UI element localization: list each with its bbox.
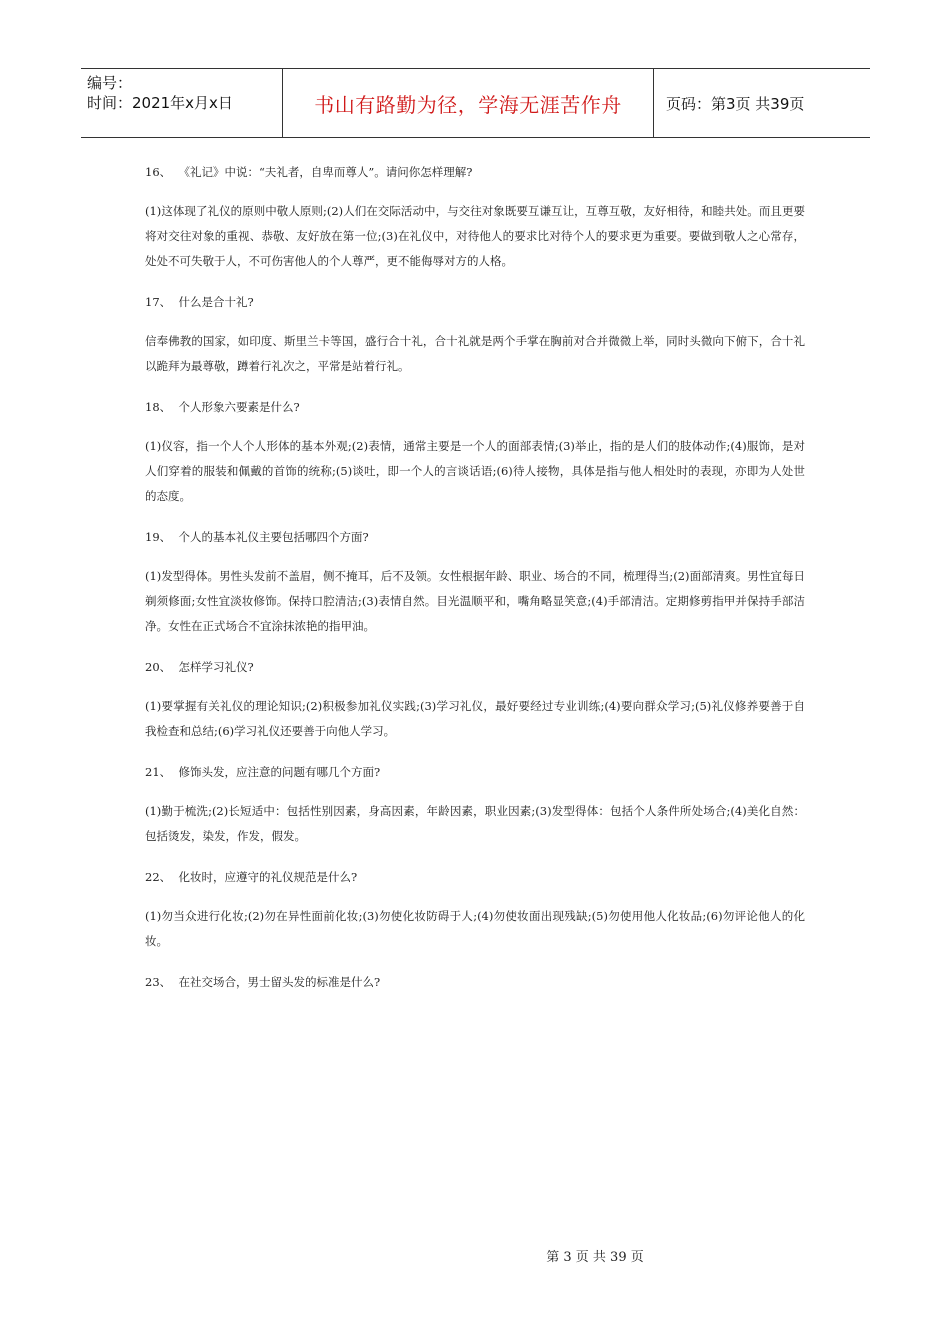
page-label: 页码：第3页 共39页 xyxy=(666,94,805,113)
answer-19: (1)发型得体。男性头发前不盖眉，侧不掩耳，后不及领。女性根据年龄、职业、场合的不同，梳理得当;(2)面部清爽。男性宜每日剃须修面;女性宜淡妆修饰。保持口腔清洁;(3)表情自然。目光温顺平和，嘴角略显笑意;(4)手部清洁。定期修剪指甲并保持手部洁净。女性在正式场合不宜涂抹浓艳的指甲油。 xyxy=(145,569,805,633)
answer-20: (1)要掌握有关礼仪的理论知识;(2)积极参加礼仪实践;(3)学习礼仪，最好要经过专业训练;(4)要向群众学习;(5)礼仪修养要善于自我检查和总结;(6)学习礼仪还要善于向他人学习。 xyxy=(145,699,805,738)
header-right-cell xyxy=(654,69,870,137)
question-22: 22、 化妆时，应遵守的礼仪规范是什么? xyxy=(145,870,358,884)
question-16: 16、 《礼记》中说：“夫礼者，自卑而尊人”。请问你怎样理解? xyxy=(145,165,473,179)
question-17: 17、 什么是合十礼? xyxy=(145,295,254,309)
header-left-cell xyxy=(81,69,282,137)
question-18: 18、 个人形象六要素是什么? xyxy=(145,400,300,414)
answer-22: (1)勿当众进行化妆;(2)勿在异性面前化妆;(3)勿使化妆防碍于人;(4)勿使妆面出现残缺;(5)勿使用他人化妆品;(6)勿评论他人的化妆。 xyxy=(145,909,805,948)
motto-text: 书山有路勤为径，学海无涯苦作舟 xyxy=(314,92,622,117)
number-label: 编号： xyxy=(87,74,133,92)
question-19: 19、 个人的基本礼仪主要包括哪四个方面? xyxy=(145,530,369,544)
time-label: 时间：2021年x月x日 xyxy=(87,94,233,112)
answer-21: (1)勤于梳洗;(2)长短适中：包括性别因素，身高因素，年龄因素，职业因素;(3)发型得体：包括个人条件所处场合;(4)美化自然：包括烫发，染发，作发，假发。 xyxy=(145,804,805,843)
page-footer: 第 3 页 共 39 页 xyxy=(546,1250,644,1265)
header-table xyxy=(81,68,870,138)
answer-17: 信奉佛教的国家，如印度、斯里兰卡等国，盛行合十礼，合十礼就是两个手掌在胸前对合并微微上举，同时头微向下俯下，合十礼以跪拜为最尊敬，蹲着行礼次之，平常是站着行礼。 xyxy=(145,334,805,373)
document-body xyxy=(145,160,805,1009)
question-23: 23、 在社交场合，男士留头发的标准是什么? xyxy=(145,975,381,989)
answer-16: (1)这体现了礼仪的原则中敬人原则;(2)人们在交际活动中，与交往对象既要互谦互让，互尊互敬，友好相待，和睦共处。而且更要将对交往对象的重视、恭敬、友好放在第一位;(3)在礼仪中，对待他人的要求比对待个人的要求更为重要。要做到敬人之心常存，处处不可失敬于人，不可伤害他人的个人尊严，更不能侮辱对方的人格。 xyxy=(145,204,805,268)
header-middle-cell xyxy=(282,69,654,137)
question-20: 20、 怎样学习礼仪? xyxy=(145,660,254,674)
question-21: 21、 修饰头发，应注意的问题有哪几个方面? xyxy=(145,765,381,779)
answer-18: (1)仪容，指一个人个人形体的基本外观;(2)表情，通常主要是一个人的面部表情;(3)举止，指的是人们的肢体动作;(4)服饰，是对人们穿着的服装和佩戴的首饰的统称;(5)谈吐，即一个人的言谈话语;(6)待人接物，具体是指与他人相处时的表现，亦即为人处世的态度。 xyxy=(145,439,805,503)
